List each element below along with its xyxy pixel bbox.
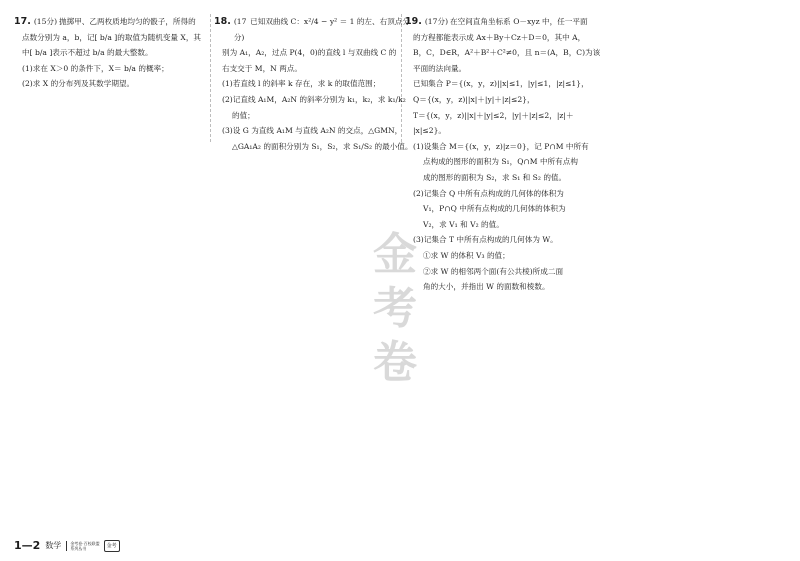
sub-question-3: (3)设 G 为直线 A₁M 与直线 A₂N 的交点，△GMN， [222,126,403,136]
subject-label: 数学 [45,541,62,550]
sub-question-2: (2)求 X 的分布列及其数学期望。 [22,79,135,89]
brand-bottom: 系列丛书 [70,545,87,551]
watermark-char: 卷 [373,337,417,388]
question-points: (15分) [33,17,58,26]
brand-label [66,541,99,551]
sub-question-1-cont: 成的图形的面积为 S₂，求 S₁ 和 S₂ 的值。 [423,172,567,182]
question-text-line: 点数分别为 a，b，记[ b/a ]的取值为随机变量 X，其 [22,32,202,42]
question-number: 19. [405,16,422,27]
sub-question-2: (2)记集合 Q 中所有点构成的几何体的体积为 [413,188,564,198]
question-number: 18. [214,16,231,27]
question-text-line: 的方程都能表示成 Ax＋By＋Cz＋D＝0，其中 A， [413,32,586,42]
sub-question-1: (1)设集合 M＝{(x，y，z)|z＝0}，记 P∩M 中所有 [413,141,589,151]
question-17 [14,14,214,92]
question-points: (17分) [233,17,247,42]
sub-question-1-cont: 点构成的图形的面积为 S₁，Q∩M 中所有点构 [423,157,578,167]
sub-question-1: (1)若直线 l 的斜率 k 存在，求 k 的取值范围； [222,79,381,89]
question-text-line: 已知双曲线 C：x²/4 − y² ＝ 1 的左、右顶点分 [250,17,410,26]
question-19 [405,14,605,295]
question-text-line: |x|≤2}。 [413,126,447,136]
sub-question-3-item-2-cont: 角的大小，并指出 W 的面数和棱数。 [423,282,550,292]
sub-question-2-cont: 的值； [232,110,255,120]
brand-logo-icon: 金考 [104,540,120,552]
sub-question-3-item-1: ①求 W 的体积 V₃ 的值； [423,250,510,260]
sub-question-2-cont: V₁，P∩Q 中所有点构成的几何体的体积为 [423,204,566,214]
sub-question-1: (1)求在 X＞0 的条件下，X＝ b/a 的概率； [22,63,169,73]
sub-question-3: (3)记集合 T 中所有点构成的几何体为 W。 [413,235,558,245]
question-text-line: 在空间直角坐标系 O－xyz 中，任一平面 [450,17,588,26]
question-text-line: B，C，D∈R，A²＋B²＋C²≠0，且 n＝(A，B，C)为该 [413,48,601,58]
question-text-line: T＝{(x，y，z)||x|＋|y|≤2，|y|＋|z|≤2，|z|＋ [413,110,574,120]
page-footer [14,539,120,552]
question-text-line: 平面的法向量。 [413,63,467,73]
page-number: 1—2 [14,539,41,552]
sub-question-3-cont: △GA₁A₂ 的面积分别为 S₁，S₂，求 S₁/S₂ 的最小值。 [232,141,413,151]
sub-question-3-item-2: ②求 W 的相邻两个面(有公共棱)所成二面 [423,266,564,276]
watermark-char: 考 [373,283,417,334]
question-number: 17. [14,16,31,27]
question-text-line: 已知集合 P＝{(x，y，z)||x|≤1，|y|≤1，|z|≤1}， [413,79,589,89]
sub-question-2-cont: V₂，求 V₁ 和 V₂ 的值。 [423,219,504,229]
question-text-line: 别为 A₁，A₂，过点 P(4，0)的直线 l 与双曲线 C 的 [222,48,397,58]
sub-question-2: (2)记直线 A₁M，A₂N 的斜率分别为 k₁，k₂，求 k₁/k₂ [222,94,406,104]
question-text-line: Q＝{(x，y，z)||x|＋|y|＋|z|≤2}， [413,94,535,104]
question-18 [214,14,413,154]
watermark-char: 金 [373,229,417,280]
question-text-line: 抛掷甲、乙两枚质地均匀的骰子，所得的 [59,17,196,26]
question-text-line: 中[ b/a ]表示不超过 b/a 的最大整数。 [22,48,153,58]
watermark [365,228,425,390]
brand-top: 金考卷·百校联盟 [70,540,100,546]
question-text-line: 右支交于 M，N 两点。 [222,63,302,73]
question-points: (17分) [424,17,449,26]
